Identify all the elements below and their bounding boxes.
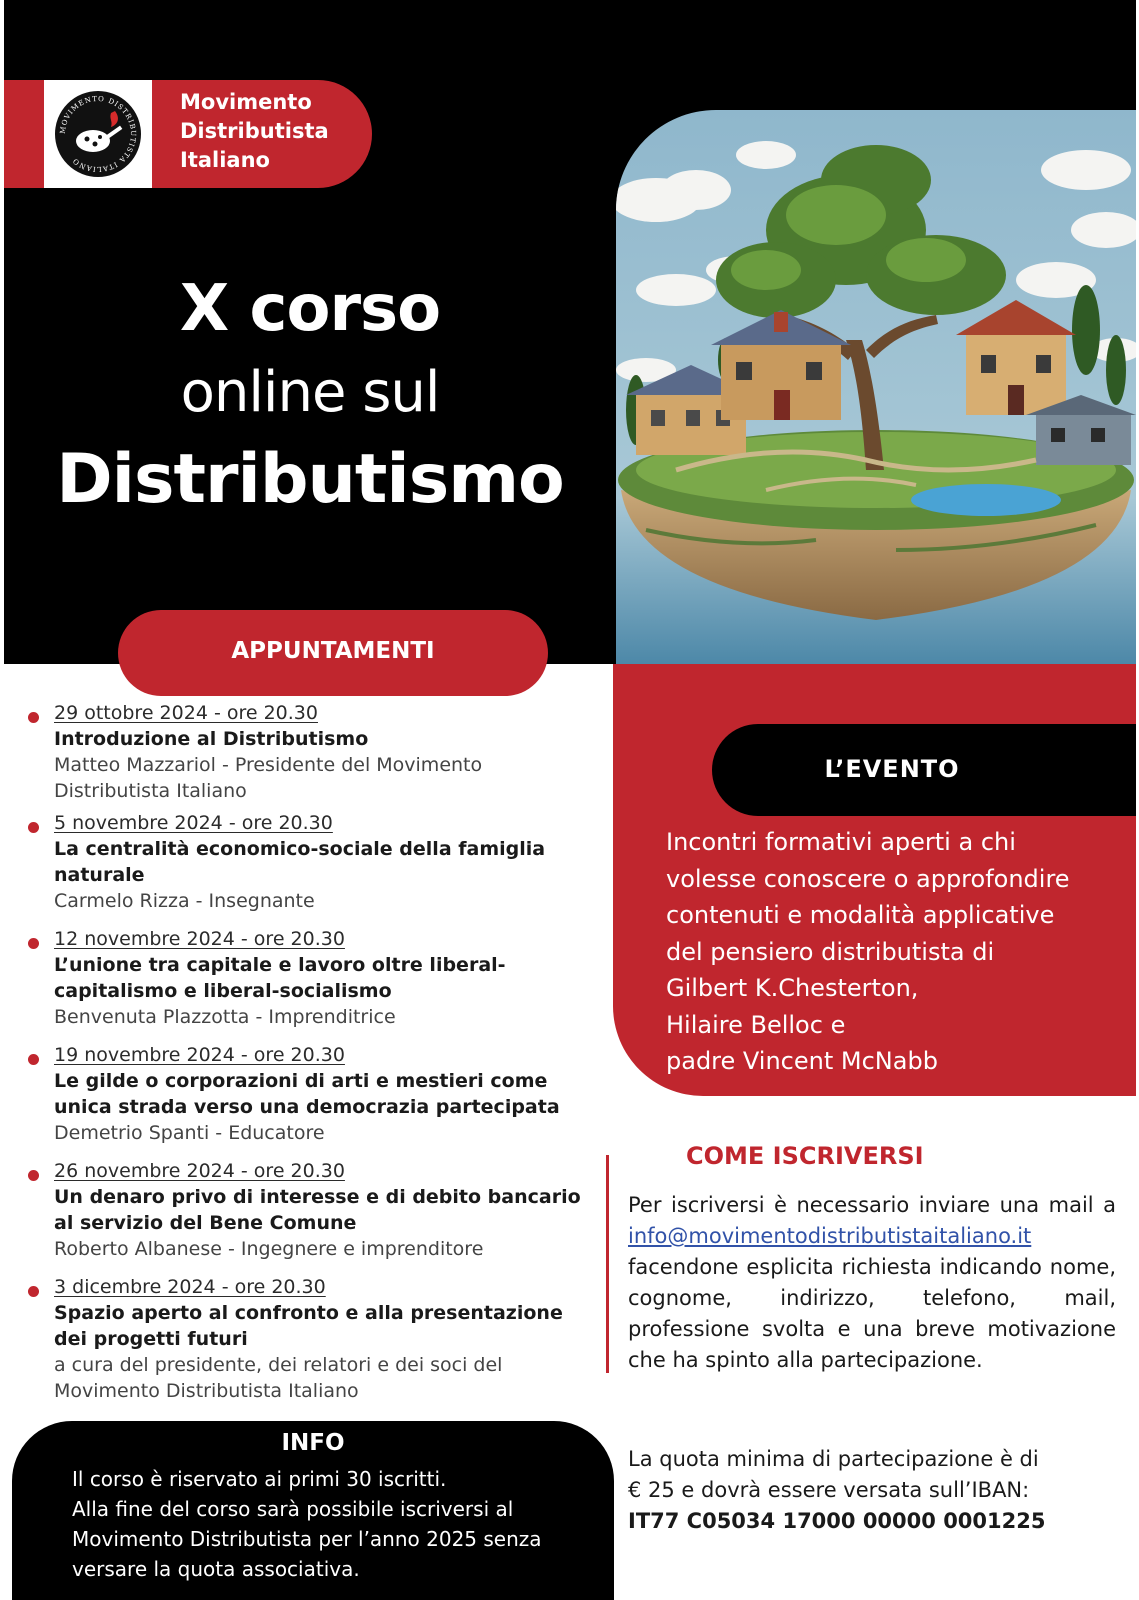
- schedule-date: 29 ottobre 2024 - ore 20.30: [54, 702, 318, 724]
- bullet-dot-icon: [28, 1054, 39, 1065]
- quota-line: € 25 e dovrà essere versata sull’IBAN:: [628, 1478, 1030, 1502]
- schedule-speaker: Carmelo Rizza - Insegnante: [54, 890, 315, 912]
- email-link[interactable]: info@movimentodistributistaitaliano.it: [628, 1224, 1032, 1248]
- bullet-dot-icon: [28, 1170, 39, 1181]
- schedule-item: [22, 810, 602, 914]
- info-heading: INFO: [281, 1430, 345, 1456]
- evento-line: Incontri formativi aperti a chi: [666, 828, 1016, 856]
- bullet-dot-icon: [28, 822, 39, 833]
- schedule-title: Introduzione al Distributismo: [54, 728, 369, 750]
- info-line: Alla fine del corso sarà possibile iscriversi al: [72, 1497, 514, 1521]
- accent-bar: [606, 1155, 609, 1373]
- schedule-speaker: Matteo Mazzariol - Presidente del Movimento Distributista Italiano: [54, 754, 483, 802]
- schedule-speaker: Roberto Albanese - Ingegnere e imprenditore: [54, 1238, 484, 1260]
- evento-line: Hilaire Belloc e: [666, 1010, 846, 1039]
- evento-line: padre Vincent McNabb: [666, 1047, 938, 1075]
- iscrizione-heading: COME ISCRIVERSI: [686, 1142, 924, 1170]
- schedule-item: [22, 1042, 602, 1146]
- schedule-speaker: a cura del presidente, dei relatori e dei soci del Movimento Distributista Italiano: [54, 1354, 503, 1402]
- iscrizione-text: [628, 1190, 1116, 1376]
- schedule-speaker: Demetrio Spanti - Educatore: [54, 1122, 325, 1144]
- schedule-title: Un denaro privo di interesse e di debito bancario al servizio del Bene Comune: [54, 1186, 581, 1234]
- bullet-dot-icon: [28, 1286, 39, 1297]
- iscrizione-text-before: Per iscriversi è necessario inviare una mail a: [628, 1193, 1116, 1217]
- schedule-date: 19 novembre 2024 - ore 20.30: [54, 1044, 345, 1066]
- iban-code: IT77 C05034 17000 00000 0001225: [628, 1509, 1046, 1533]
- schedule-speaker: Benvenuta Plazzotta - Imprenditrice: [54, 1006, 396, 1028]
- organization-name-line: Movimento: [180, 90, 312, 114]
- schedule-date: 12 novembre 2024 - ore 20.30: [54, 928, 345, 950]
- schedule-title: La centralità economico-sociale della famiglia naturale: [54, 838, 546, 886]
- schedule-list: [22, 700, 602, 1404]
- schedule-title: Le gilde o corporazioni di arti e mestieri come unica strada verso una democrazia partecipata: [54, 1070, 560, 1118]
- evento-line: volesse conoscere o approfondire: [666, 864, 1070, 893]
- quota-text: [628, 1444, 1118, 1537]
- schedule-title: Spazio aperto al confronto e alla presentazione dei progetti futuri: [54, 1302, 563, 1350]
- evento-description: [666, 824, 1126, 1080]
- organization-logo-icon: [52, 88, 144, 180]
- schedule-item: [22, 1274, 602, 1404]
- headline-line-3: Distributismo: [56, 440, 564, 519]
- iscrizione-text-after: facendone esplicita richiesta indicando nome, cognome, indirizzo, telefono, mail, professione svolta e una breve motivazione che ha spinto alla partecipazione.: [628, 1255, 1116, 1372]
- info-line: versare la quota associativa.: [72, 1557, 360, 1581]
- evento-heading: L’EVENTO: [824, 755, 960, 783]
- schedule-item: [22, 926, 602, 1030]
- evento-line: del pensiero distributista di: [666, 937, 995, 966]
- organization-name-line: Distributista: [180, 119, 329, 143]
- evento-line: contenuti e modalità applicative: [666, 901, 1055, 929]
- organization-name: [180, 88, 360, 175]
- evento-line: Gilbert K.Chesterton,: [666, 974, 919, 1002]
- schedule-date: 5 novembre 2024 - ore 20.30: [54, 812, 333, 834]
- schedule-item: [22, 1158, 602, 1262]
- bullet-dot-icon: [28, 938, 39, 949]
- info-text: [72, 1464, 612, 1584]
- bullet-dot-icon: [28, 712, 39, 723]
- schedule-date: 26 novembre 2024 - ore 20.30: [54, 1160, 345, 1182]
- organization-name-line: Italiano: [180, 148, 270, 172]
- appuntamenti-heading: APPUNTAMENTI: [231, 638, 435, 664]
- quota-line: La quota minima di partecipazione è di: [628, 1447, 1039, 1471]
- info-line: Il corso è riservato ai primi 30 iscritti.: [72, 1467, 447, 1491]
- headline-line-1: X corso: [179, 272, 441, 346]
- schedule-item: [22, 700, 602, 804]
- logo-ring-text: MOVIMENTO DISTRIBUTISTA ITALIANO: [58, 94, 138, 174]
- headline-line-2: online sul: [180, 360, 440, 425]
- floating-island-illustration: [616, 110, 1136, 664]
- info-line: Movimento Distributista per l’anno 2025 senza: [72, 1527, 542, 1551]
- schedule-date: 3 dicembre 2024 - ore 20.30: [54, 1276, 326, 1298]
- schedule-title: L’unione tra capitale e lavoro oltre liberal-capitalismo e liberal-socialismo: [54, 954, 506, 1002]
